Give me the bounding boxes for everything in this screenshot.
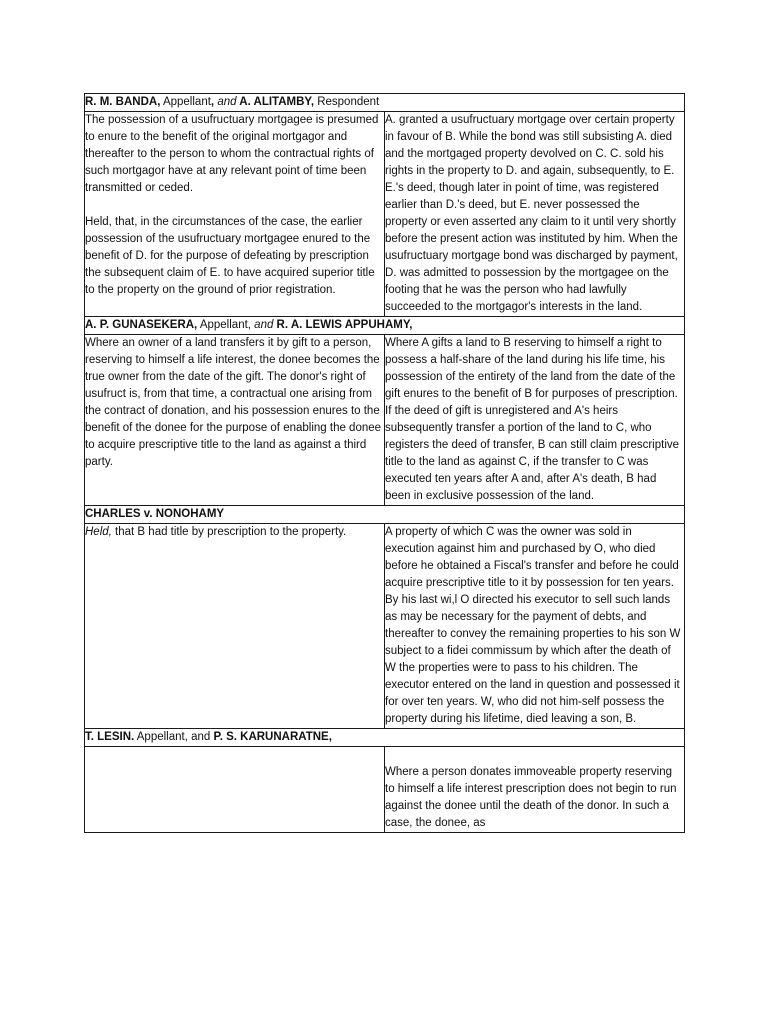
case-header-row <box>85 506 685 524</box>
headnote-cell <box>85 335 385 506</box>
facts-paragraph: A property of which C was the owner was sold in execution against him and purchased by O, who died before he obtained a Fiscal's transfer and before he could acquire prescriptive title to it by possession for ten years. By his last wi,l O directed his executor to sell such lands as may be necessary for the payment of debts, and thereafter to convey the remaining properties to his son W subject to a fidei commissum by which after the death of W the properties were to pass to his children. The executor entered on the land in question and possessed it for over ten years. W, who did not him-self possess the property during his lifetime, died leaving a son, B. <box>385 526 681 725</box>
headnote-cell <box>85 112 385 317</box>
headnote-cell <box>85 524 385 729</box>
case-body-row <box>85 524 685 729</box>
case-body-row <box>85 747 685 833</box>
headnote-paragraph: Held, that B had title by prescription to the property. <box>85 526 347 538</box>
facts-cell <box>385 335 685 506</box>
case-header-row <box>85 94 685 112</box>
facts-paragraph: A. granted a usufructuary mortgage over certain property in favour of B. While the bond was still subsisting A. died and the mortgaged property devolved on C. C. sold his rights in the property to D. and again, subsequently, to E. E.'s deed, though later in point of time, was registered earlier than D.'s deed, but E. never possessed the property or even asserted any claim to it until very shortly before the present action was instituted by him. When the usufructuary mortgage bond was discharged by payment, D. was admitted to possession by the mortgagee on the footing that he was the person who had lawfully succeeded to the mortgagor's interests in the land. <box>385 114 678 313</box>
case-body-row <box>85 335 685 506</box>
facts-cell <box>385 747 685 833</box>
case-title: T. LESIN. Appellant, and P. S. KARUNARATNE, <box>85 729 685 747</box>
facts-paragraph: Where A gifts a land to B reserving to himself a right to possess a half-share of the land during his life time, his possession of the entirety of the land from the date of the gift enures to the benefit of B for purposes of prescription. If the deed of gift is unregistered and A's heirs subsequently transfer a portion of the land to C, who registers the deed of transfer, B can still claim prescriptive title to the land as against C, if the transfer to C was executed ten years after A and, after A's death, B had been in exclusive possession of the land. <box>385 337 680 502</box>
case-title: A. P. GUNASEKERA, Appellant, and R. A. LEWIS APPUHAMY, <box>85 317 685 335</box>
cases-table <box>84 93 685 833</box>
case-title: R. M. BANDA, Appellant, and A. ALITAMBY, Respondent <box>85 94 685 112</box>
case-body-row <box>85 112 685 317</box>
facts-cell <box>385 524 685 729</box>
case-title: CHARLES v. NONOHAMY <box>85 506 685 524</box>
headnote-paragraph: Held, that, in the circumstances of the case, the earlier possession of the usufructuary mortgagee enured to the benefit of D. for the purpose of defeating by prescription the subsequent claim of E. to have acquired superior title to the property on the ground of prior registration. <box>85 216 375 296</box>
case-header-row <box>85 729 685 747</box>
headnote-paragraph: Where an owner of a land transfers it by gift to a person, reserving to himself a life interest, the donee becomes the true owner from the date of the gift. The donor's right of usufruct is, from that time, a contractual one arising from the contract of donation, and his possession enures to the benefit of the donee for the purpose of enabling the donee to acquire prescriptive title to the land as against a third party. <box>85 337 382 468</box>
held-label: Held, <box>85 526 112 538</box>
headnote-cell <box>85 747 385 833</box>
facts-paragraph: Where a person donates immoveable property reserving to himself a life interest prescription does not begin to run against the donee until the death of the donor. In such a case, the donee, as <box>385 766 677 829</box>
headnote-paragraph: The possession of a usufructuary mortgagee is presumed to enure to the benefit of the original mortgagor and thereafter to the person to whom the contractual rights of such mortgagor have at any relevant point of time been transmitted or ceded. <box>85 114 379 194</box>
case-header-row <box>85 317 685 335</box>
facts-cell <box>385 112 685 317</box>
